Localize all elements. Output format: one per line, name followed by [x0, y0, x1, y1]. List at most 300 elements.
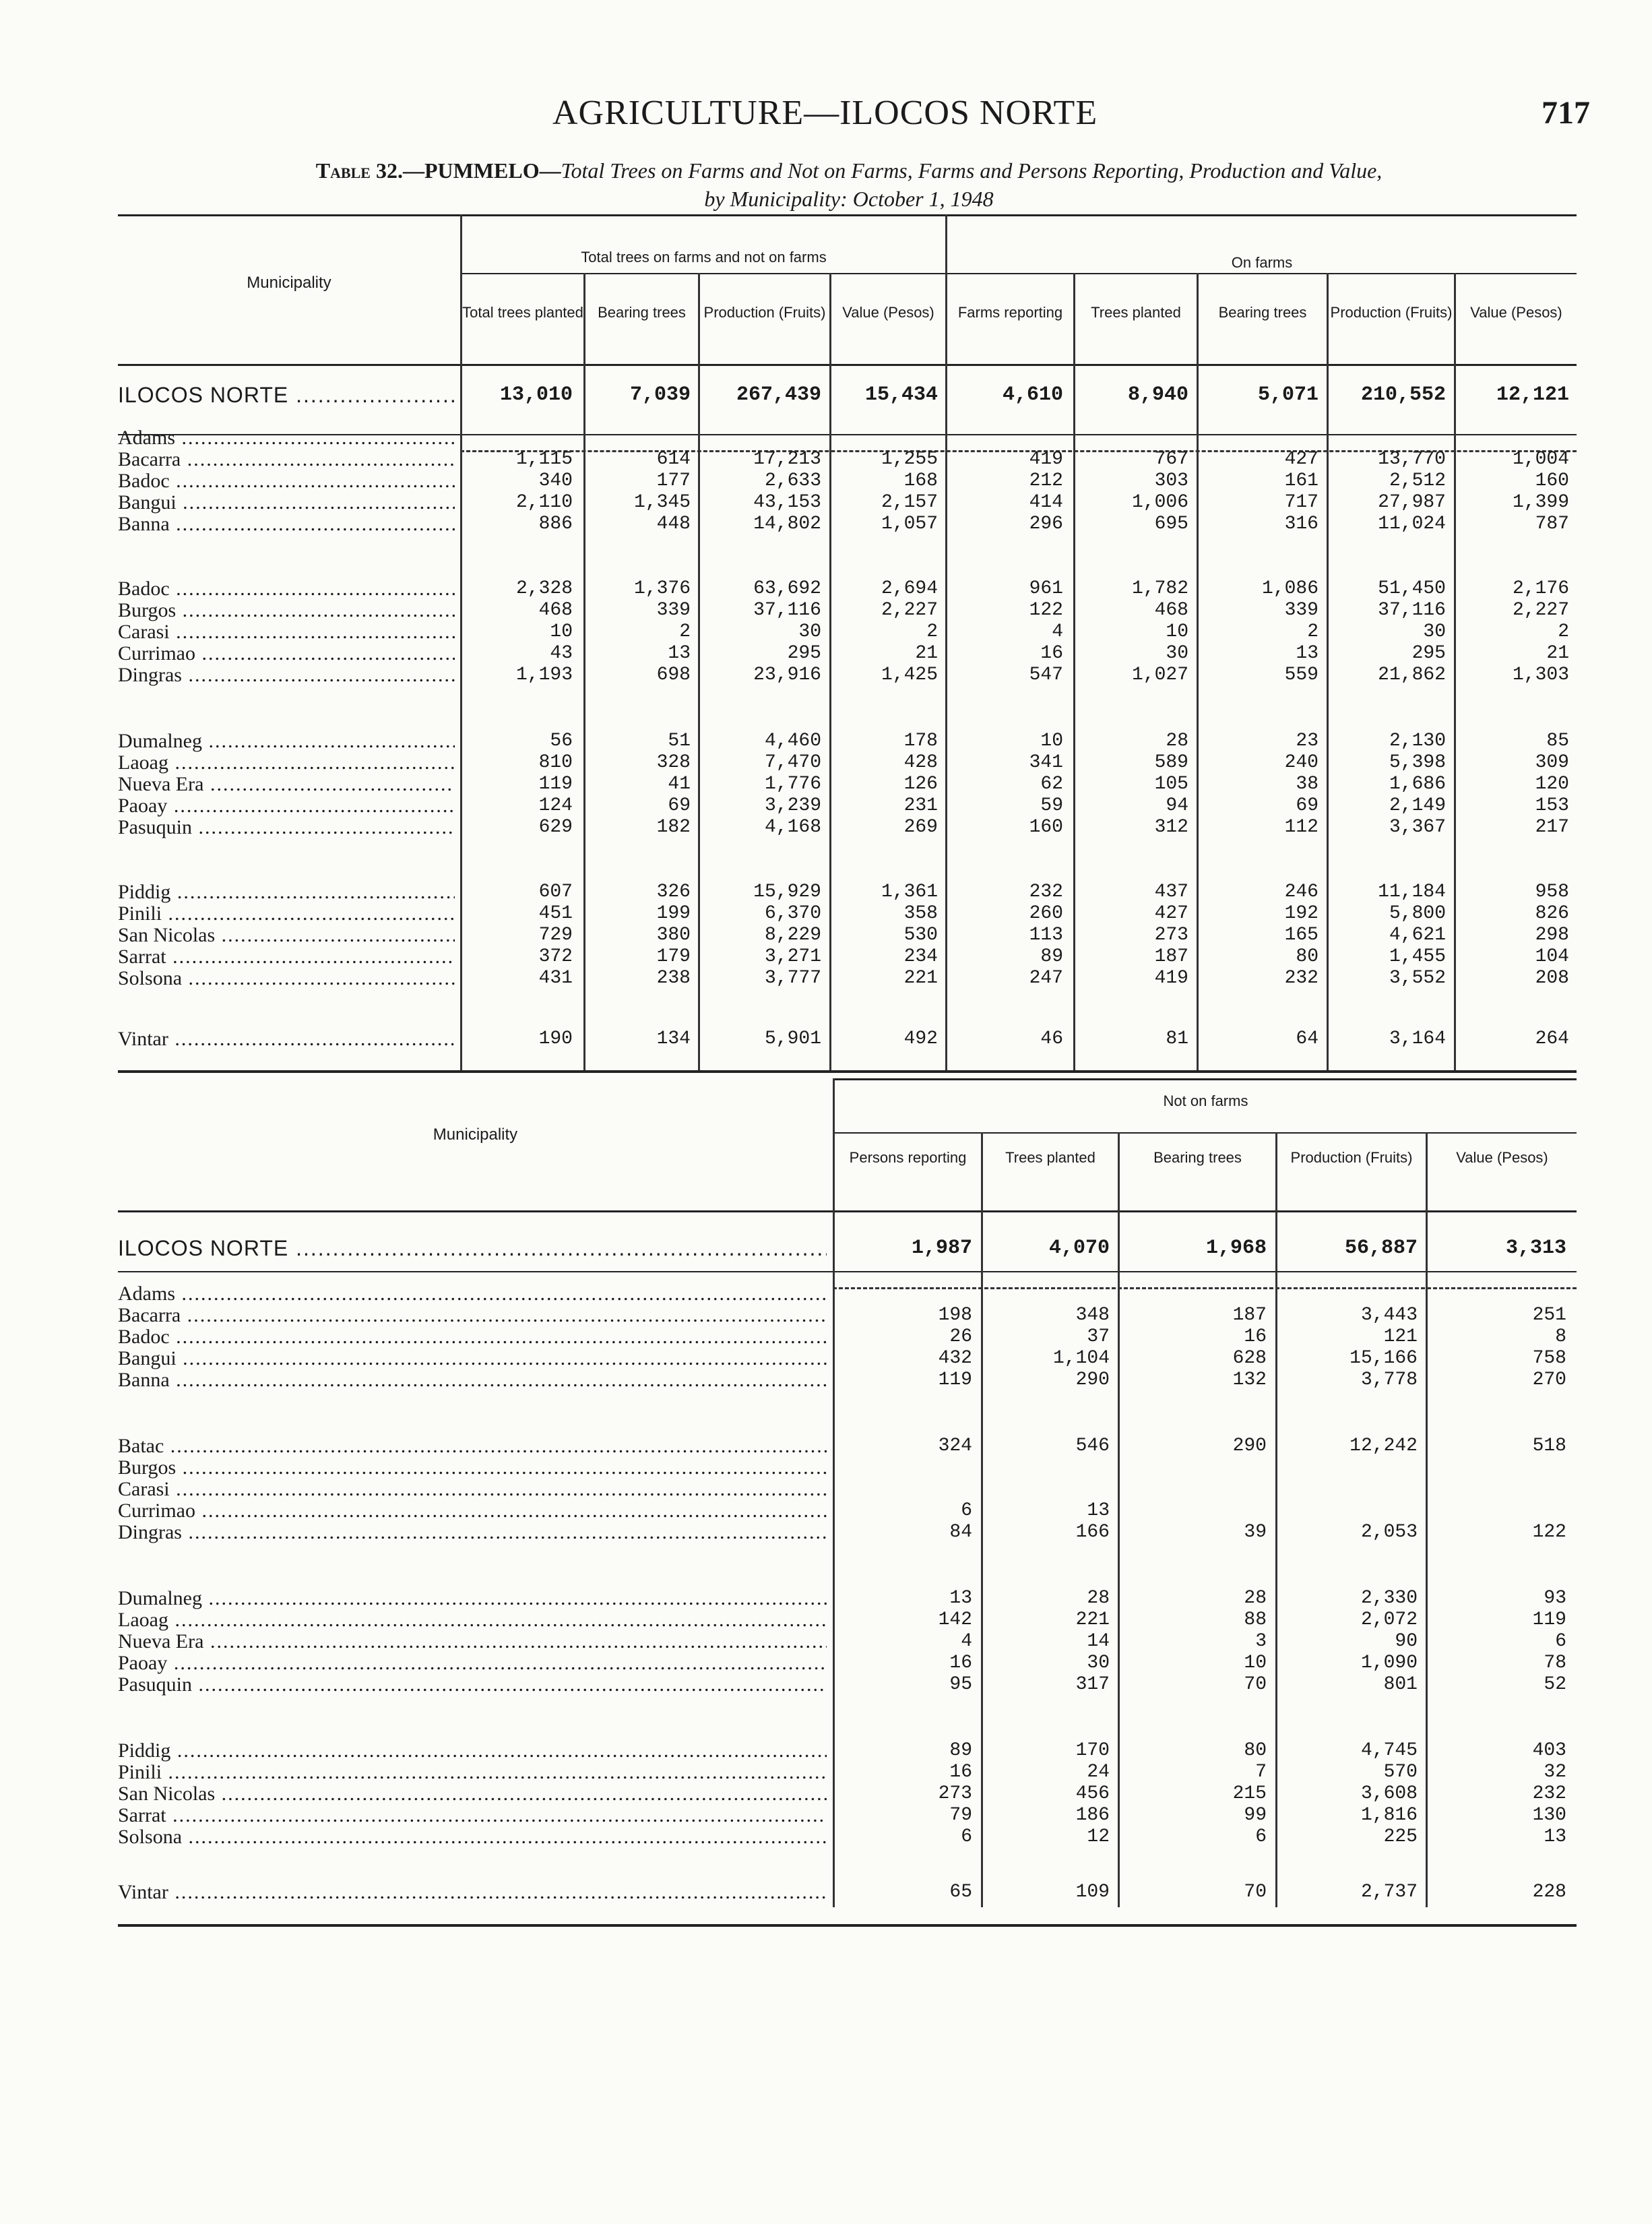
- cell-value: 212: [1029, 470, 1063, 491]
- cell-value: 295: [787, 643, 821, 664]
- cell-value: 6,370: [764, 903, 821, 924]
- caption-line-2: by Municipality: October 1, 1948: [704, 187, 994, 211]
- cell-value: 26: [949, 1326, 972, 1347]
- cell-value: 4,168: [764, 817, 821, 838]
- cell-value: 3,313: [1505, 1237, 1566, 1260]
- header-group-on-farms: On farms: [1231, 254, 1293, 271]
- cell-value: 134: [656, 1028, 691, 1049]
- cell-value: 13: [949, 1588, 972, 1609]
- header-col: Total trees planted: [462, 304, 583, 321]
- cell-value: 215: [1232, 1783, 1267, 1804]
- cell-value: 178: [903, 731, 938, 751]
- cell-value: 8,940: [1127, 383, 1188, 406]
- cell-value: 13: [1296, 643, 1319, 664]
- municipality-name: Burgos .....: [118, 1457, 827, 1479]
- cell-value: 232: [1284, 968, 1319, 989]
- cell-value: 52: [1544, 1674, 1566, 1695]
- cell-value: 4,460: [764, 731, 821, 751]
- municipality-name: Pinili .....: [118, 1762, 827, 1783]
- cell-value: 4: [1052, 621, 1063, 642]
- cell-value: 89: [949, 1740, 972, 1761]
- cell-value: 348: [1075, 1305, 1110, 1326]
- cell-value: 339: [1284, 600, 1319, 621]
- cell-value: 225: [1383, 1826, 1418, 1847]
- cell-value: 84: [949, 1522, 972, 1543]
- cell-value: 468: [538, 600, 573, 621]
- cell-value: 3,239: [764, 795, 821, 816]
- municipality-name: Piddig .....: [118, 1740, 827, 1762]
- cell-value: 166: [1075, 1522, 1110, 1543]
- cell-value: 208: [1535, 968, 1569, 989]
- cell-value: 810: [538, 752, 573, 773]
- municipality-name: Bangui .....: [118, 492, 455, 514]
- municipality-name: San Nicolas .....: [118, 1783, 827, 1805]
- cell-value: 372: [538, 946, 573, 967]
- cell-value: 758: [1532, 1348, 1566, 1369]
- cell-value: 30: [798, 621, 821, 642]
- cell-value: 270: [1532, 1369, 1566, 1390]
- cell-value: 12,121: [1496, 383, 1569, 406]
- cell-value: 427: [1284, 449, 1319, 470]
- cell-value: 70: [1244, 1674, 1267, 1695]
- cell-value: 10: [1166, 621, 1188, 642]
- cell-value: 4,745: [1360, 1740, 1418, 1761]
- cell-value: 2,227: [881, 600, 938, 621]
- cell-value: 6: [1555, 1631, 1566, 1652]
- cell-value: 119: [538, 774, 573, 795]
- cell-value: 530: [903, 925, 938, 946]
- header-group-total: Total trees on farms and not on farms: [581, 249, 827, 266]
- municipality-name: ILOCOS NORTE .....: [118, 384, 455, 406]
- cell-value: 2,149: [1389, 795, 1446, 816]
- table-row: [118, 1326, 1580, 1348]
- cell-value: 358: [903, 903, 938, 924]
- cell-value: 132: [1232, 1369, 1267, 1390]
- cell-value: 2,330: [1360, 1588, 1418, 1609]
- cell-value: 122: [1029, 600, 1063, 621]
- cell-value: 7,470: [764, 752, 821, 773]
- cell-value: 767: [1154, 449, 1188, 470]
- header-col: Value (Pesos): [1470, 304, 1562, 321]
- cell-value: 2,072: [1360, 1609, 1418, 1630]
- municipality-name: Pasuquin .....: [118, 817, 455, 838]
- table-row: [118, 1457, 1580, 1479]
- caption-line-1: Total Trees on Farms and Not on Farms, Farms and Persons Reporting, Production and Value,: [561, 158, 1383, 183]
- municipality-name: Burgos .....: [118, 600, 455, 621]
- header-col: Farms reporting: [957, 304, 1063, 321]
- cell-value: 10: [1040, 731, 1063, 751]
- cell-value: 23: [1296, 731, 1319, 751]
- table-label: Table 32.—PUMMELO—: [315, 158, 561, 183]
- cell-value: 160: [1535, 470, 1569, 491]
- cell-value: 403: [1532, 1740, 1566, 1761]
- cell-value: 339: [656, 600, 691, 621]
- cell-value: 2: [1307, 621, 1319, 642]
- cell-value: 51: [668, 731, 691, 751]
- municipality-name: Paoay .....: [118, 1652, 827, 1674]
- cell-value: 13,010: [499, 383, 573, 406]
- cell-value: 1,255: [881, 449, 938, 470]
- cell-value: 177: [656, 470, 691, 491]
- municipality-name: Bacarra .....: [118, 449, 455, 470]
- cell-value: 104: [1535, 946, 1569, 967]
- municipality-name: Pasuquin .....: [118, 1674, 827, 1696]
- municipality-name: Adams .....: [118, 1283, 827, 1305]
- cell-value: 126: [903, 774, 938, 795]
- municipality-name: Nueva Era .....: [118, 774, 455, 795]
- cell-value: 3,608: [1360, 1783, 1418, 1804]
- cell-value: 41: [668, 774, 691, 795]
- header-col: Production (Fruits): [703, 304, 826, 321]
- cell-value: 99: [1244, 1805, 1267, 1826]
- cell-value: 1,776: [764, 774, 821, 795]
- municipality-name: Sarrat .....: [118, 1805, 827, 1826]
- header-col: Value (Pesos): [1456, 1149, 1548, 1166]
- cell-value: 89: [1040, 946, 1063, 967]
- cell-value: 15,929: [753, 882, 821, 902]
- cell-value: 56,887: [1344, 1237, 1418, 1260]
- cell-value: 80: [1296, 946, 1319, 967]
- cell-value: 1,455: [1389, 946, 1446, 967]
- cell-value: 316: [1284, 514, 1319, 534]
- cell-value: 228: [1532, 1882, 1566, 1903]
- cell-value: 4,070: [1048, 1237, 1110, 1260]
- header-col: Trees planted: [1091, 304, 1181, 321]
- cell-value: 1,193: [515, 665, 573, 685]
- cell-value: 113: [1029, 925, 1063, 946]
- cell-value: 958: [1535, 882, 1569, 902]
- cell-value: 21: [1546, 643, 1569, 664]
- cell-value: 698: [656, 665, 691, 685]
- cell-value: 317: [1075, 1674, 1110, 1695]
- cell-value: 547: [1029, 665, 1063, 685]
- municipality-name: Currimao .....: [118, 643, 455, 665]
- cell-value: 5,071: [1257, 383, 1319, 406]
- cell-value: 63,692: [753, 578, 821, 599]
- cell-value: 78: [1544, 1652, 1566, 1673]
- cell-value: 13: [1544, 1826, 1566, 1847]
- cell-value: 546: [1075, 1435, 1110, 1456]
- table-row: [118, 1805, 1580, 1826]
- cell-value: 21,862: [1378, 665, 1446, 685]
- cell-value: 298: [1535, 925, 1569, 946]
- cell-value: 70: [1244, 1882, 1267, 1903]
- cell-value: 168: [903, 470, 938, 491]
- cell-value: 251: [1532, 1305, 1566, 1326]
- cell-value: 614: [656, 449, 691, 470]
- cell-value: 4: [961, 1631, 972, 1652]
- cell-value: 2: [679, 621, 691, 642]
- running-title: AGRICULTURE—ILOCOS NORTE: [552, 94, 1098, 132]
- cell-value: 290: [1075, 1369, 1110, 1390]
- cell-value: 234: [903, 946, 938, 967]
- table-row: [118, 1609, 1580, 1631]
- cell-value: 80: [1244, 1740, 1267, 1761]
- cell-value: 5,800: [1389, 903, 1446, 924]
- cell-value: 1,115: [515, 449, 573, 470]
- cell-value: 717: [1284, 492, 1319, 513]
- cell-value: 1,086: [1261, 578, 1319, 599]
- cell-value: 16: [949, 1762, 972, 1783]
- cell-value: 826: [1535, 903, 1569, 924]
- municipality-name: Currimao .....: [118, 1500, 827, 1522]
- cell-value: 46: [1040, 1028, 1063, 1049]
- table-row: [118, 1762, 1580, 1783]
- cell-value: 240: [1284, 752, 1319, 773]
- municipality-name: Dumalneg .....: [118, 731, 455, 752]
- cell-value: 12: [1087, 1826, 1110, 1847]
- municipality-name: Vintar .....: [118, 1882, 827, 1903]
- municipality-name: Bacarra .....: [118, 1305, 827, 1326]
- cell-value: 15,434: [864, 383, 938, 406]
- municipality-name: Dingras .....: [118, 1522, 827, 1543]
- cell-value: 30: [1166, 643, 1188, 664]
- cell-value: 85: [1546, 731, 1569, 751]
- table-row: [118, 1882, 1580, 1903]
- table-row: [118, 1522, 1580, 1543]
- cell-value: 312: [1154, 817, 1188, 838]
- cell-value: 16: [949, 1652, 972, 1673]
- municipality-name: Nueva Era .....: [118, 1631, 827, 1652]
- cell-value: 3: [1255, 1631, 1267, 1652]
- municipality-name: Dingras .....: [118, 665, 455, 686]
- municipality-name: Solsona .....: [118, 1826, 827, 1848]
- cell-value: 170: [1075, 1740, 1110, 1761]
- cell-value: 5,398: [1389, 752, 1446, 773]
- cell-value: 518: [1532, 1435, 1566, 1456]
- cell-value: 8: [1555, 1326, 1566, 1347]
- cell-value: 267,439: [736, 383, 821, 406]
- cell-value: 69: [1296, 795, 1319, 816]
- table-row: [118, 1826, 1580, 1848]
- cell-value: 1,104: [1052, 1348, 1110, 1369]
- cell-value: 2,512: [1389, 470, 1446, 491]
- cell-value: 3,777: [764, 968, 821, 989]
- municipality-name: Banna .....: [118, 514, 455, 535]
- cell-value: 1,376: [633, 578, 691, 599]
- cell-value: 95: [949, 1674, 972, 1695]
- cell-value: 787: [1535, 514, 1569, 534]
- header-municipality: Municipality: [247, 274, 331, 292]
- cell-value: 59: [1040, 795, 1063, 816]
- cell-value: 437: [1154, 882, 1188, 902]
- header-col: Bearing trees: [598, 304, 686, 321]
- cell-value: 451: [538, 903, 573, 924]
- cell-value: 2,130: [1389, 731, 1446, 751]
- cell-value: 4,610: [1002, 383, 1063, 406]
- cell-value: 801: [1383, 1674, 1418, 1695]
- cell-value: 37,116: [753, 600, 821, 621]
- cell-value: 161: [1284, 470, 1319, 491]
- municipality-name: Adams .....: [118, 427, 455, 449]
- municipality-name: San Nicolas .....: [118, 925, 455, 946]
- cell-value: 10: [550, 621, 573, 642]
- cell-value: 51,450: [1378, 578, 1446, 599]
- cell-value: 273: [1154, 925, 1188, 946]
- cell-value: 1,816: [1360, 1805, 1418, 1826]
- cell-value: 1,361: [881, 882, 938, 902]
- cell-value: 187: [1154, 946, 1188, 967]
- cell-value: 221: [903, 968, 938, 989]
- table-row: [118, 1631, 1580, 1652]
- cell-value: 10: [1244, 1652, 1267, 1673]
- cell-value: 231: [903, 795, 938, 816]
- cell-value: 221: [1075, 1609, 1110, 1630]
- cell-value: 264: [1535, 1028, 1569, 1049]
- cell-value: 419: [1029, 449, 1063, 470]
- cell-value: 1,425: [881, 665, 938, 685]
- cell-value: 3,778: [1360, 1369, 1418, 1390]
- cell-value: 186: [1075, 1805, 1110, 1826]
- cell-value: 431: [538, 968, 573, 989]
- cell-value: 326: [656, 882, 691, 902]
- cell-value: 182: [656, 817, 691, 838]
- cell-value: 65: [949, 1882, 972, 1903]
- cell-value: 260: [1029, 903, 1063, 924]
- cell-value: 6: [1255, 1826, 1267, 1847]
- cell-value: 30: [1087, 1652, 1110, 1673]
- table-row: [118, 1740, 1580, 1762]
- cell-value: 37: [1087, 1326, 1110, 1347]
- cell-value: 119: [938, 1369, 972, 1390]
- cell-value: 190: [538, 1028, 573, 1049]
- cell-value: 199: [656, 903, 691, 924]
- header-col: Production (Fruits): [1290, 1149, 1413, 1166]
- cell-value: 3,271: [764, 946, 821, 967]
- cell-value: 2,694: [881, 578, 938, 599]
- cell-value: 23,916: [753, 665, 821, 685]
- cell-value: 341: [1029, 752, 1063, 773]
- cell-value: 93: [1544, 1588, 1566, 1609]
- cell-value: 2,110: [515, 492, 573, 513]
- cell-value: 246: [1284, 882, 1319, 902]
- cell-value: 165: [1284, 925, 1319, 946]
- table-row: [118, 1479, 1580, 1500]
- cell-value: 559: [1284, 665, 1319, 685]
- cell-value: 38: [1296, 774, 1319, 795]
- cell-value: 380: [656, 925, 691, 946]
- cell-value: 247: [1029, 968, 1063, 989]
- municipality-name: Bangui .....: [118, 1348, 827, 1369]
- municipality-name: Piddig .....: [118, 882, 455, 903]
- cell-value: 179: [656, 946, 691, 967]
- cell-value: 90: [1395, 1631, 1418, 1652]
- municipality-name: Carasi .....: [118, 1479, 827, 1500]
- cell-value: 109: [1075, 1882, 1110, 1903]
- cell-value: 570: [1383, 1762, 1418, 1783]
- cell-value: 589: [1154, 752, 1188, 773]
- cell-value: 1,303: [1512, 665, 1569, 685]
- header-col: Persons reporting: [849, 1149, 967, 1166]
- cell-value: 3,367: [1389, 817, 1446, 838]
- cell-value: 328: [656, 752, 691, 773]
- cell-value: 2: [926, 621, 938, 642]
- cell-value: 15,166: [1349, 1348, 1418, 1369]
- cell-value: 121: [1383, 1326, 1418, 1347]
- page-number: 717: [1542, 95, 1590, 131]
- cell-value: 468: [1154, 600, 1188, 621]
- cell-value: 43,153: [753, 492, 821, 513]
- header-group-not-on-farms: Not on farms: [1163, 1092, 1248, 1109]
- table-row: [118, 1674, 1580, 1696]
- cell-value: 303: [1154, 470, 1188, 491]
- cell-value: 1,090: [1360, 1652, 1418, 1673]
- cell-value: 13: [668, 643, 691, 664]
- cell-value: 13: [1087, 1500, 1110, 1521]
- municipality-name: Dumalneg .....: [118, 1588, 827, 1609]
- cell-value: 69: [668, 795, 691, 816]
- cell-value: 3,552: [1389, 968, 1446, 989]
- cell-value: 13,770: [1378, 449, 1446, 470]
- cell-value: 198: [938, 1305, 972, 1326]
- cell-value: 1,782: [1131, 578, 1188, 599]
- cell-value: 2,157: [881, 492, 938, 513]
- cell-value: 124: [538, 795, 573, 816]
- cell-value: 24: [1087, 1762, 1110, 1783]
- cell-value: 296: [1029, 514, 1063, 534]
- table-row: [118, 1369, 1580, 1391]
- municipality-name: Carasi .....: [118, 621, 455, 643]
- cell-value: 232: [1532, 1783, 1566, 1804]
- cell-value: 130: [1532, 1805, 1566, 1826]
- cell-value: 39: [1244, 1522, 1267, 1543]
- cell-value: 269: [903, 817, 938, 838]
- cell-value: 105: [1154, 774, 1188, 795]
- cell-value: 1,006: [1131, 492, 1188, 513]
- municipality-name: Pinili .....: [118, 903, 455, 925]
- cell-value: 729: [538, 925, 573, 946]
- header-col: Bearing trees: [1153, 1149, 1242, 1166]
- cell-value: 28: [1166, 731, 1188, 751]
- cell-value: 142: [938, 1609, 972, 1630]
- cell-value: 1,004: [1512, 449, 1569, 470]
- cell-value: 8,229: [764, 925, 821, 946]
- cell-value: 21: [915, 643, 938, 664]
- cell-value: 2,176: [1512, 578, 1569, 599]
- cell-value: 448: [656, 514, 691, 534]
- municipality-name: Paoay .....: [118, 795, 455, 817]
- cell-value: 273: [938, 1783, 972, 1804]
- cell-value: 7: [1255, 1762, 1267, 1783]
- cell-value: 122: [1532, 1522, 1566, 1543]
- cell-value: 37,116: [1378, 600, 1446, 621]
- cell-value: 14,802: [753, 514, 821, 534]
- cell-value: 210,552: [1360, 383, 1446, 406]
- cell-value: 192: [1284, 903, 1319, 924]
- cell-value: 187: [1232, 1305, 1267, 1326]
- cell-value: 607: [538, 882, 573, 902]
- cell-value: 119: [1532, 1609, 1566, 1630]
- cell-value: 153: [1535, 795, 1569, 816]
- cell-value: 1,345: [633, 492, 691, 513]
- cell-value: 43: [550, 643, 573, 664]
- cell-value: 456: [1075, 1783, 1110, 1804]
- table-row: [118, 1348, 1580, 1369]
- cell-value: 64: [1296, 1028, 1319, 1049]
- cell-value: 32: [1544, 1762, 1566, 1783]
- cell-value: 1,686: [1389, 774, 1446, 795]
- cell-value: 7,039: [629, 383, 691, 406]
- cell-value: 3,164: [1389, 1028, 1446, 1049]
- cell-value: 217: [1535, 817, 1569, 838]
- municipality-name: Badoc .....: [118, 470, 455, 492]
- cell-value: 4,621: [1389, 925, 1446, 946]
- cell-value: 6: [961, 1826, 972, 1847]
- municipality-name: Badoc .....: [118, 1326, 827, 1348]
- table2-rows: [118, 0, 1580, 2022]
- header-col: Trees planted: [1005, 1149, 1095, 1166]
- cell-value: 2,053: [1360, 1522, 1418, 1543]
